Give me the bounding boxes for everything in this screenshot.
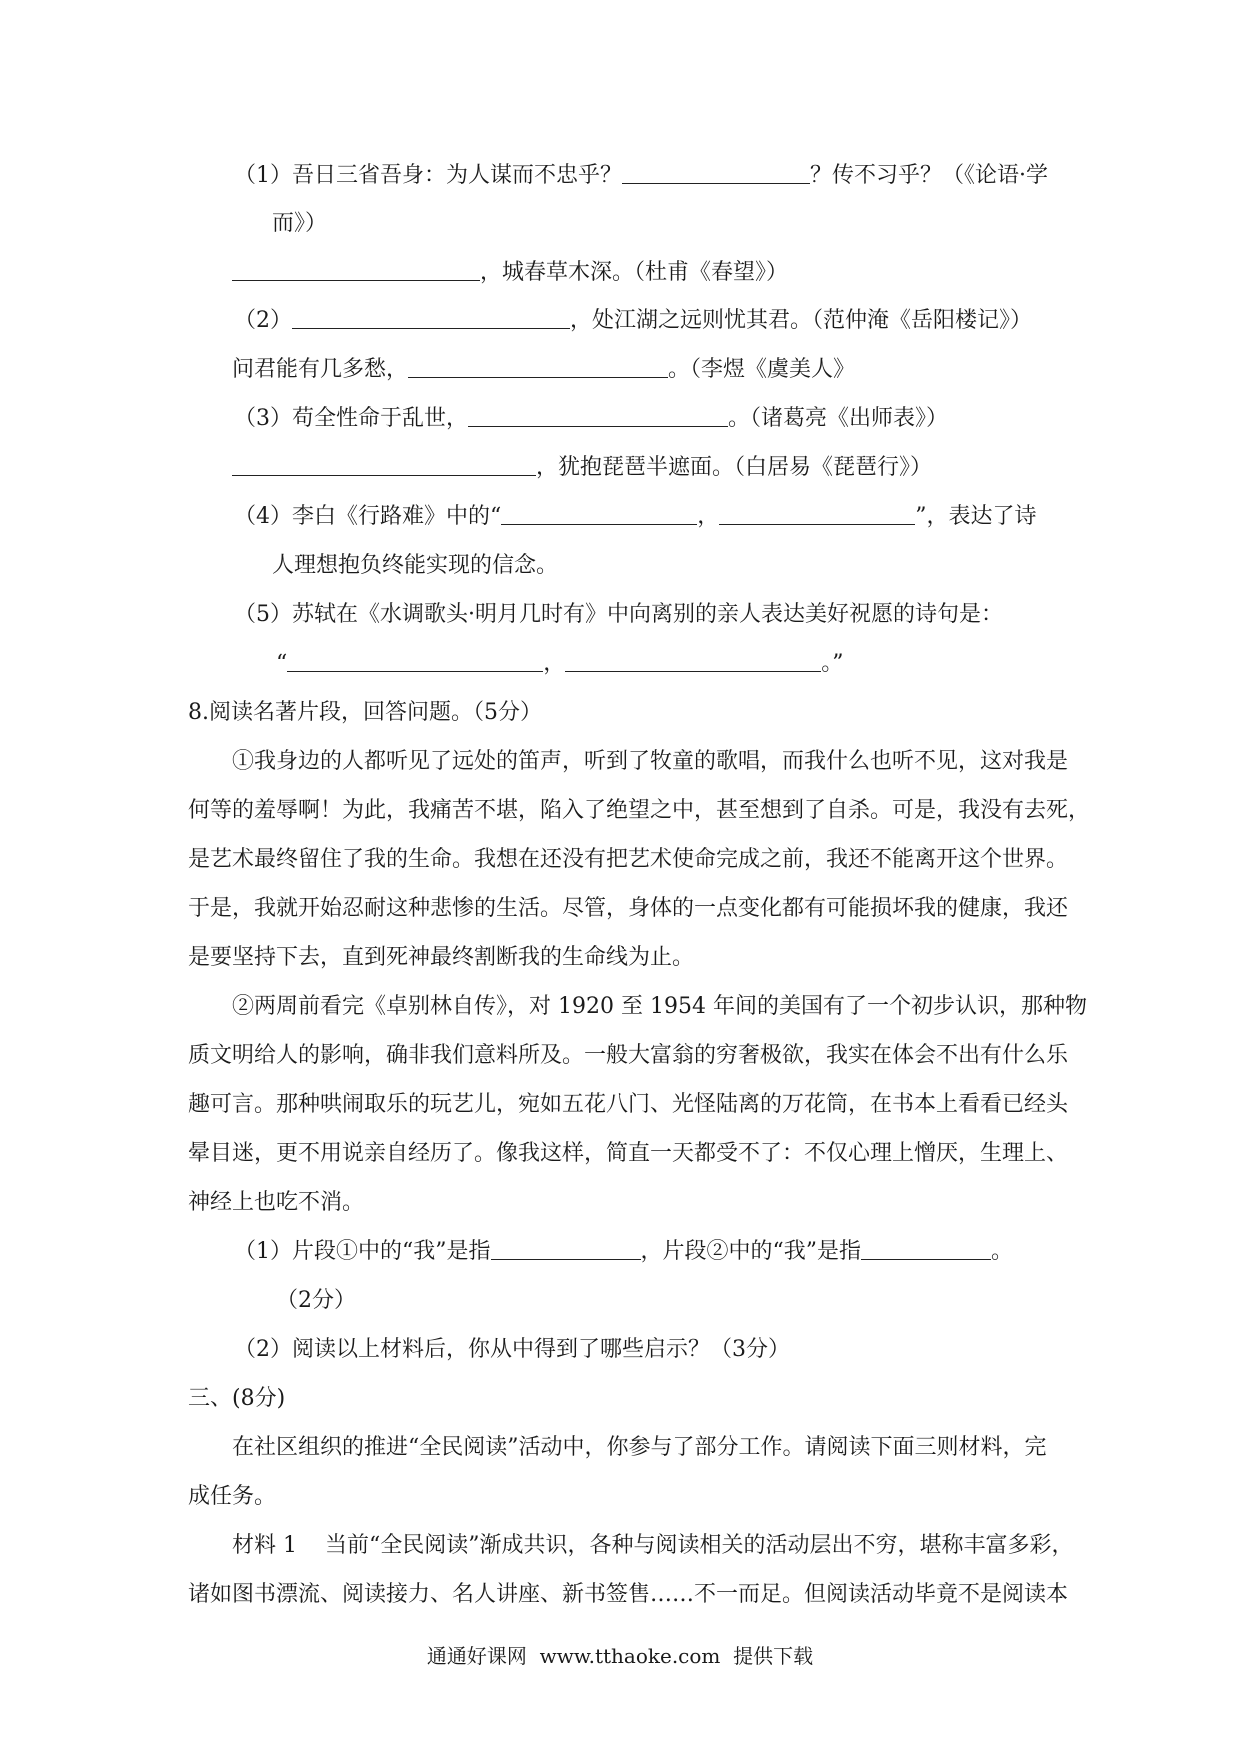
q8-passage1-line: ①我身边的人都听见了远处的笛声，听到了牧童的歌唱，而我什么也听不见，这对我是: [232, 749, 1069, 774]
q7-item1-line2: [232, 257, 788, 289]
q7-item2-tail: ，处江湖之远则忧其君。（范仲淹《岳阳楼记》）: [570, 308, 1033, 333]
q7-item3-line1: [234, 403, 948, 435]
q7-item4-cont: 人理想抱负终能实现的信念。: [272, 553, 559, 578]
q7-item2-line1: [234, 305, 1032, 337]
q8-sub1-lead: （1）片段①中的“我”是指: [234, 1239, 491, 1264]
q7-item3-tail: 。（诸葛亮《出师表》）: [728, 406, 949, 431]
q8-passage2-line: 趣可言。那种哄闹取乐的玩艺儿，宛如五花八门、光怪陆离的万花筒，在书本上看看已经头: [188, 1092, 1069, 1117]
section3-intro-line: 在社区组织的推进“全民阅读”活动中，你参与了部分工作。请阅读下面三则材料，完: [232, 1435, 1047, 1460]
q7-item4-blank2[interactable]: [719, 502, 915, 525]
q7-item2-blank2[interactable]: [408, 355, 668, 378]
q8-sub1-mid: ，片段②中的“我”是指: [640, 1239, 861, 1264]
q8-passage1-line: 是要坚持下去，直到死神最终割断我的生命线为止。: [188, 945, 695, 970]
q7-item5-line1: （5）苏轼在《水调歌头·明月几时有》中向离别的亲人表达美好祝愿的诗句是：: [234, 602, 1003, 627]
q7-item1-line1: [234, 160, 1048, 192]
q7-item5-open: “: [276, 651, 288, 676]
q7-item1-blank2[interactable]: [232, 258, 480, 281]
q7-item4-blank1[interactable]: [501, 502, 697, 525]
q7-item1-lead: （1）吾日三省吾身：为人谋而不忠乎？: [234, 163, 622, 188]
q8-passage2-line: 晕目迷，更不用说亲自经历了。像我这样，简直一天都受不了：不仅心理上憎厌，生理上、: [188, 1141, 1069, 1166]
q7-item3-lead: （3）苟全性命于乱世，: [234, 406, 468, 431]
q8-sub1-end: 。: [991, 1239, 1014, 1264]
q8-passage1-line: 于是，我就开始忍耐这种悲惨的生活。尽管，身体的一点变化都有可能损坏我的健康，我还: [188, 896, 1069, 921]
section3-heading: 三、(8分): [188, 1386, 286, 1411]
q7-item1-cont: 而》）: [272, 211, 328, 236]
section3-material1-line: 诸如图书漂流、阅读接力、名人讲座、新书签售……不一而足。但阅读活动毕竟不是阅读本: [188, 1582, 1069, 1607]
q7-item2-line2: [232, 354, 855, 386]
q7-item4-lead: （4）李白《行路难》中的“: [234, 504, 502, 529]
q7-item1-blank1[interactable]: [622, 161, 810, 184]
q7-item5-blank1[interactable]: [287, 649, 543, 672]
q7-item1-line2-tail: ，城春草木深。（杜甫《春望》）: [480, 260, 789, 285]
q7-item4-line1: [234, 501, 1037, 533]
q7-item2-line2-head: 问君能有几多愁，: [232, 357, 409, 382]
q7-item1-mid: ？传不习乎？（《论语·学: [810, 163, 1048, 188]
page-footer: 通通好课网 www.tthaoke.com 提供下载: [426, 1644, 814, 1668]
q8-heading: 8.阅读名著片段，回答问题。（5分）: [188, 700, 542, 725]
q7-item4-tail: ”，表达了诗: [915, 504, 1037, 529]
q7-item5-line2: [276, 648, 844, 680]
q8-sub2: （2）阅读以上材料后，你从中得到了哪些启示？（3分）: [234, 1337, 790, 1362]
q8-sub1-line: [234, 1236, 1013, 1268]
q7-item2-line2-tail: 。（李煜《虞美人》: [668, 357, 856, 382]
q8-passage1-line: 是艺术最终留住了我的生命。我想在还没有把艺术使命完成之前，我还不能离开这个世界。: [188, 847, 1069, 872]
q8-sub1-points: （2分）: [276, 1288, 356, 1313]
q7-item2-lead: （2）: [234, 308, 292, 333]
q7-item2-blank1[interactable]: [292, 306, 570, 329]
q8-passage2-line: 质文明给人的影响，确非我们意料所及。一般大富翁的穷奢极欲，我实在体会不出有什么乐: [188, 1043, 1069, 1068]
q8-sub1-blank2[interactable]: [861, 1237, 991, 1260]
q7-item5-close: 。”: [821, 651, 844, 676]
q8-sub1-blank1[interactable]: [491, 1237, 641, 1260]
q7-item3-blank1[interactable]: [468, 404, 728, 427]
q7-item3-line2: [232, 452, 932, 484]
q8-passage2-line: ②两周前看完《卓别林自传》，对 1920 至 1954 年间的美国有了一个初步认识，那种物: [232, 994, 1087, 1019]
q7-item5-blank2[interactable]: [565, 649, 821, 672]
q7-item3-line2-tail: ，犹抱琵琶半遮面。（白居易《琵琶行》）: [536, 455, 933, 480]
q7-item3-blank2[interactable]: [232, 453, 536, 476]
q7-item5-sep: ，: [543, 651, 566, 676]
section3-material1-line: 材料 1 当前“全民阅读”渐成共识，各种与阅读相关的活动层出不穷，堪称丰富多彩，: [232, 1533, 1074, 1558]
section3-intro-line: 成任务。: [188, 1484, 277, 1509]
q7-item4-sep: ，: [697, 504, 720, 529]
q8-passage2-line: 神经上也吃不消。: [188, 1190, 365, 1215]
q8-passage1-line: 何等的羞辱啊！为此，我痛苦不堪，陷入了绝望之中，甚至想到了自杀。可是，我没有去死，: [188, 798, 1091, 823]
